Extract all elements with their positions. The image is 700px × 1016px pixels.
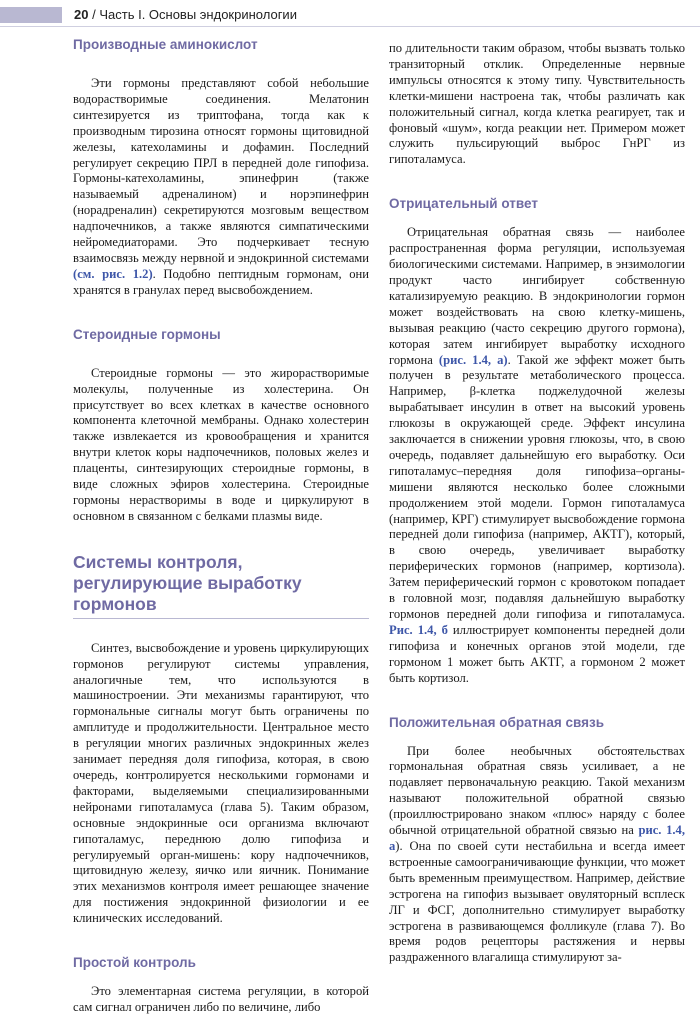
running-header: [0, 0, 700, 27]
amino-text: Эти гормоны представляют собой небольшие водорастворимые соединения. Мелатонин синтезируется из триптофана, тогда как к производным тирозина относят гормоны щитовидной железы, катехоламины и дофамин. Последний регулирует секрецию ПРЛ в передней доле гипофиза. Гормоны-катехоламины, эпинефрин (также называемый адреналином) и норэпинефрин (норадреналин) секретируются мозговым веществом надпочечников, а также являются симпатическими нейромедиаторами. Это подчеркивает тесную взаимосвязь между нервной и эндокринной системами: [73, 76, 369, 265]
positive-text-a: При более необычных обстоятельствах гормональная обратная связь усиливает, а не подавляет первоначальную реакцию. Такой механизм называют положительной обратной связью (проиллюстрировано знаком «плюс» наряду с более обычной отрицательной обратной связью на: [389, 743, 685, 838]
right-column: [389, 41, 685, 966]
paragraph-control-systems: Синтез, высвобождение и уровень циркулирующих гормонов регулируют системы управления, аналогичные тем, что используются в машиностроении. Эти механизмы гарантируют, что гормональные сигналы могут быть ограничены по амплитуде и продолжительности. Центральное место в регуляции многих различных эндокринных желез занимает передняя доля гипофиза, которая, в свою очередь, контролируется несколькими гормонами и факторами, выделяемыми специализированными нейронами гипоталамуса (глава 5). Таким образом, основные эндокринные оси организма включают гипоталамус, переднюю долю гипофиза и регулируемый орган-мишень: кору надпочечников, щитовидную железу, яичко или яичник. Понимание этих механизмов контроля имеет решающее значение для постижения эндокринной физиологии и ее клинических исследований.: [73, 640, 369, 926]
paragraph-simple-control-continued: по длительности таким образом, чтобы вызвать только транзиторный отклик. Определенные нервные импульсы относятся к этому типу. Чувствительность клетки-мишени настроена так, чтобы различать как положительный сигнал, когда клетка реагирует, так и фоновый «шум», когда реакции нет. Примером может служить пульсирующий выброс ГнРГ из гипоталамуса.: [389, 41, 685, 167]
heading-positive-feedback: Положительная обратная связь: [389, 714, 604, 730]
page-number: 20: [74, 7, 89, 22]
figure-ref-1-4b[interactable]: Рис. 1.4, б: [389, 622, 448, 637]
paragraph-negative-feedback: [389, 225, 685, 686]
amino-text-end: . Подобно пептидным гормонам, они хранятся в гранулах перед высвобождением.: [73, 266, 369, 297]
positive-text-b: ). Она по своей сути нестабильна и всегда имеет встроенные самоограничивающие функции, что может быть временным преимуществом. Например, действие эстрогена на гипофиз вызывает овуляторный всплеск ЛГ и ФСГ, дополнительно стимулирует выработку эстрогена в развивающемся фолликуле (глава 7). Во время родов рецепторы растяжения и нервы раздраженного влагалища стимулируют за-: [389, 838, 685, 965]
figure-ref-1-2[interactable]: (см. рис. 1.2): [73, 266, 153, 281]
negative-text-a: Отрицательная обратная связь — наиболее распространенная форма регуляции, используемая биологическими системами. Например, в энзимологии продукт часто ингибирует собственную катализируемую реакцию. В эндокринологии гормон может воздействовать на свою клетку-мишень, вызывая реакцию (часто секрецию другого гормона), которая затем ингибирует выработку исходного гормона: [389, 225, 685, 367]
heading-simple-control: Простой контроль: [73, 955, 196, 971]
negative-text-b: . Такой же эффект может быть получен в результате метаболического процесса. Например, β-клетка поджелудочной железы вырабатывает инсулин в ответ на высокий уровень глюкозы в окружающей среде. Эффект инсулина заключается в снижении уровня глюкозы, что, в свою очередь, подавляет дальнейшую его выработку. Оси гипоталамус–передняя доля гипофиза–органы-мишени являются несколько более сложными продолжением этой модели. Гормон гипоталамуса (например, КРГ) стимулирует высвобождение гормона передней доли гипофиза (например, АКТГ), который, в свою очередь, увеличивает выработку периферических гормонов (например, кортизола). Затем периферический гормон с кровотоком попадает в головной мозг, подавляя дальнейшую выработку гормонов передней доли гипофиза и гипоталамуса.: [389, 352, 685, 621]
header-text: [74, 6, 297, 23]
part-title: Часть I. Основы эндокринологии: [99, 7, 297, 22]
heading-amino-acid-derivatives: Производные аминокислот: [73, 37, 258, 52]
left-column: [73, 36, 369, 1016]
heading-negative-feedback: Отрицательный ответ: [389, 196, 538, 212]
figure-ref-1-4a[interactable]: (рис. 1.4, а): [438, 352, 508, 367]
header-color-block: [0, 7, 62, 23]
figure-ref-1-4a-positive[interactable]: рис. 1.4, а: [389, 823, 685, 853]
negative-text-c: иллюстрирует компоненты передней доли гипофиза и конечных органов этой модели, где гормоном 1 может быть АКТГ, а гормоном 2 может быть кортизол.: [389, 622, 685, 685]
paragraph-amino-acid-derivatives: [73, 76, 369, 299]
heading-control-systems: Системы контроля, регулирующие выработку гормонов: [73, 551, 302, 614]
paragraph-simple-control: Это элементарная система регуляции, в которой сам сигнал ограничен либо по величине, либо: [73, 984, 369, 1014]
header-separator: /: [92, 7, 96, 22]
paragraph-steroid-hormones: Стероидные гормоны — это жирорастворимые молекулы, полученные из холестерина. Он присутствует во всех клетках в качестве основного компонента клеточной мембраны. Однако холестерин также извлекается из кровообращения и хранится внутри клеток коры надпочечников, половых желез и плаценты, синтезирующих стероидные гормоны, в виде сложных эфиров холестерина. Стероидные гормоны нерастворимы в воде и циркулируют в основном в связанном с белками плазмы виде.: [73, 365, 369, 523]
paragraph-positive-feedback: [389, 744, 685, 967]
heading-steroid-hormones: Стероидные гормоны: [73, 326, 221, 342]
